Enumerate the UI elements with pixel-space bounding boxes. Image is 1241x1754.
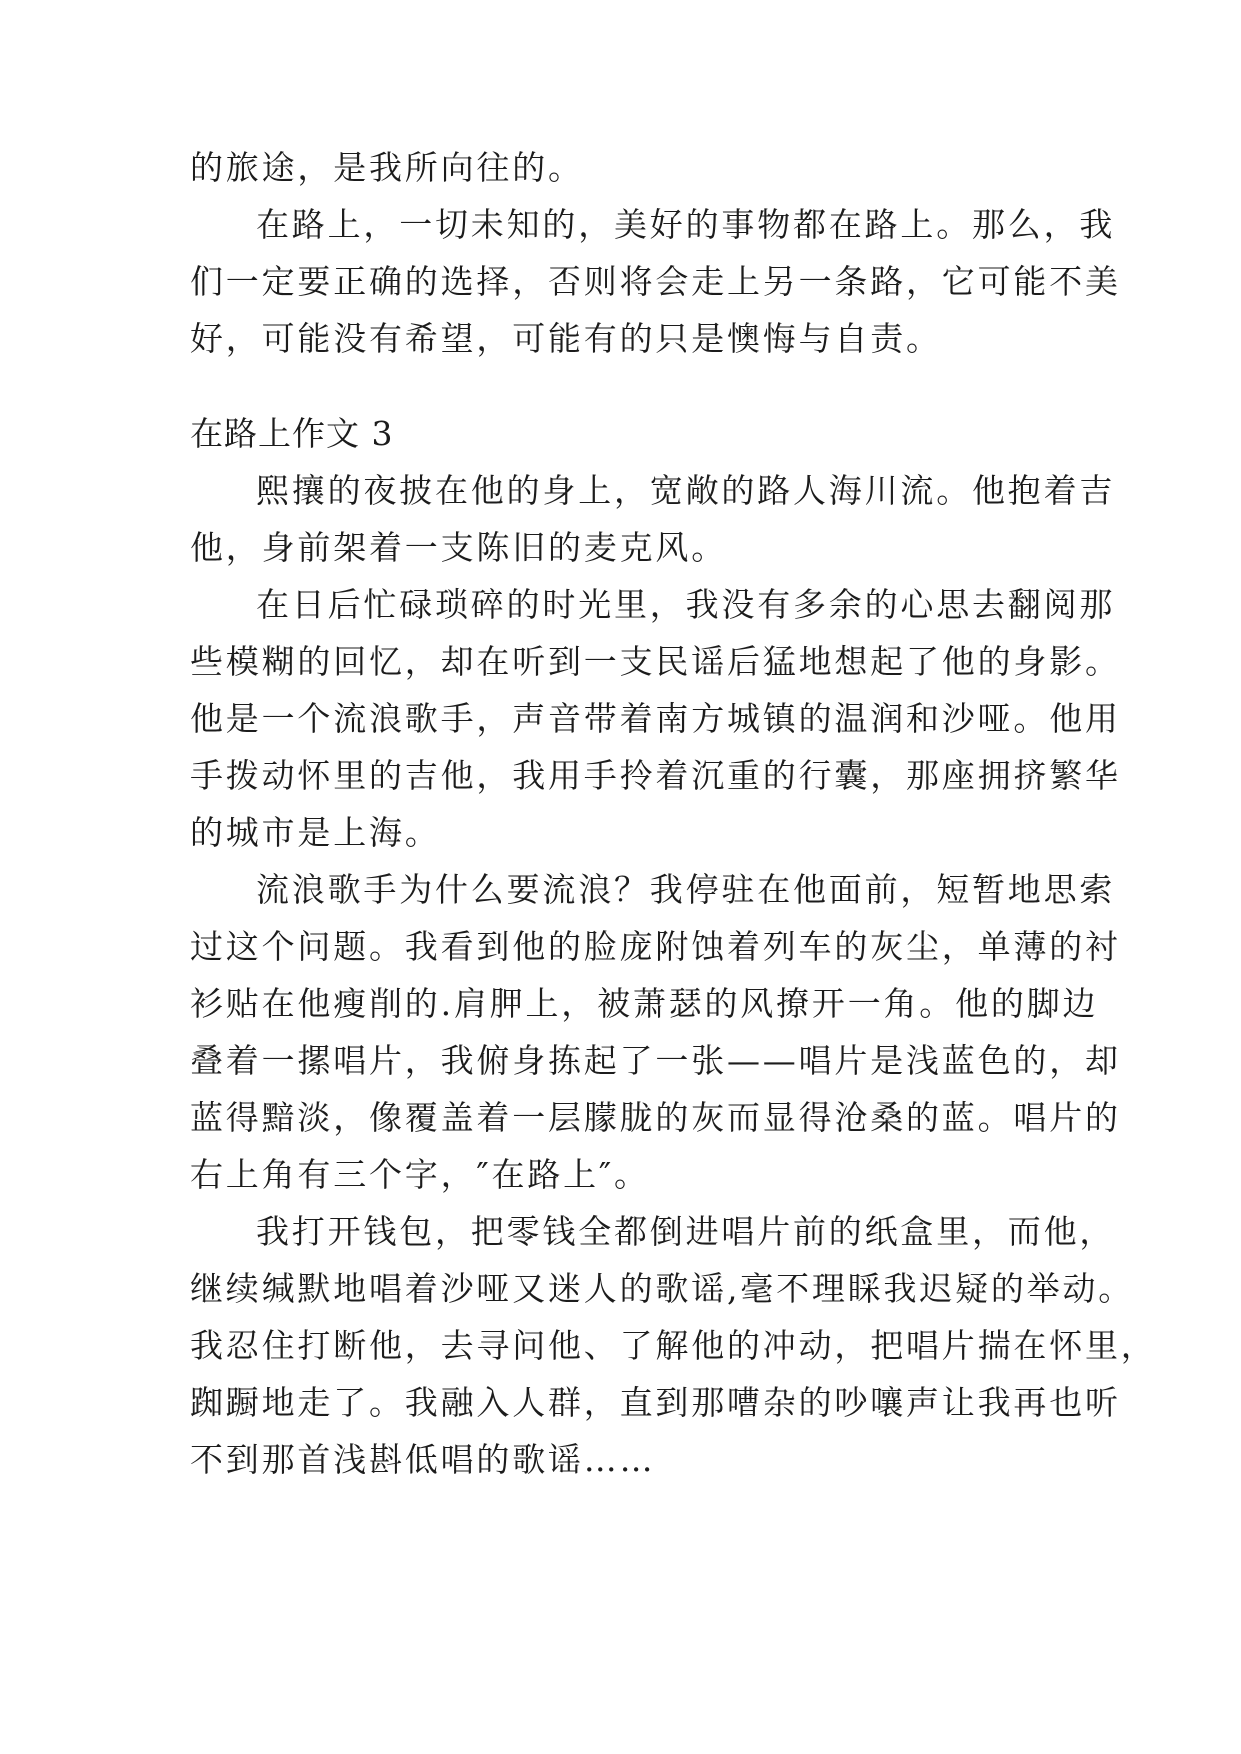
text-line: 踟蹰地走了。我融入人群，直到那嘈杂的吵嚷声让我再也听 [190, 1383, 1121, 1422]
paragraph-first-line: 在日后忙碌琐碎的时光里，我没有多余的心思去翻阅那 [256, 585, 1116, 624]
text-line: 他，身前架着一支陈旧的麦克风。 [190, 528, 727, 567]
paragraph-first-line: 流浪歌手为什么要流浪？我停驻在他面前，短暂地思索 [256, 870, 1116, 909]
text-line: 我忍住打断他，去寻问他、了解他的冲动，把唱片揣在怀里， [190, 1326, 1157, 1365]
text-line: 过这个问题。我看到他的脸庞附蚀着列车的灰尘，单薄的衬 [190, 927, 1121, 966]
paragraph-first-line: 熙攘的夜披在他的身上，宽敞的路人海川流。他抱着吉 [256, 471, 1116, 510]
text-line: 的旅途，是我所向往的。 [190, 148, 584, 187]
text-line: 他是一个流浪歌手，声音带着南方城镇的温润和沙哑。他用 [190, 699, 1121, 738]
text-line: 的城市是上海。 [190, 813, 441, 852]
paragraph-first-line: 我打开钱包，把零钱全都倒进唱片前的纸盒里，而他， [256, 1212, 1116, 1251]
text-line: 不到那首浅斟低唱的歌谣…… [190, 1440, 656, 1479]
section-heading: 在路上作文 3 [190, 414, 394, 453]
text-line: 手拨动怀里的吉他，我用手拎着沉重的行囊，那座拥挤繁华 [190, 756, 1121, 795]
text-line: 蓝得黯淡，像覆盖着一层朦胧的灰而显得沧桑的蓝。唱片的 [190, 1098, 1121, 1137]
text-line: 们一定要正确的选择，否则将会走上另一条路，它可能不美 [190, 262, 1121, 301]
text-line: 继续缄默地唱着沙哑又迷人的歌谣,毫不理睬我迟疑的举动。 [190, 1269, 1135, 1308]
text-line: 好，可能没有希望，可能有的只是懊悔与自责。 [190, 319, 942, 358]
paragraph-first-line: 在路上，一切未知的，美好的事物都在路上。那么，我 [256, 205, 1116, 244]
text-line: 衫贴在他瘦削的.肩胛上，被萧瑟的风撩开一角。他的脚边 [190, 984, 1099, 1023]
text-line: 叠着一摞唱片，我俯身拣起了一张——唱片是浅蓝色的，却 [190, 1041, 1121, 1080]
text-line: 些模糊的回忆，却在听到一支民谣后猛地想起了他的身影。 [190, 642, 1121, 681]
text-line: 右上角有三个字，″在路上″。 [190, 1155, 650, 1194]
